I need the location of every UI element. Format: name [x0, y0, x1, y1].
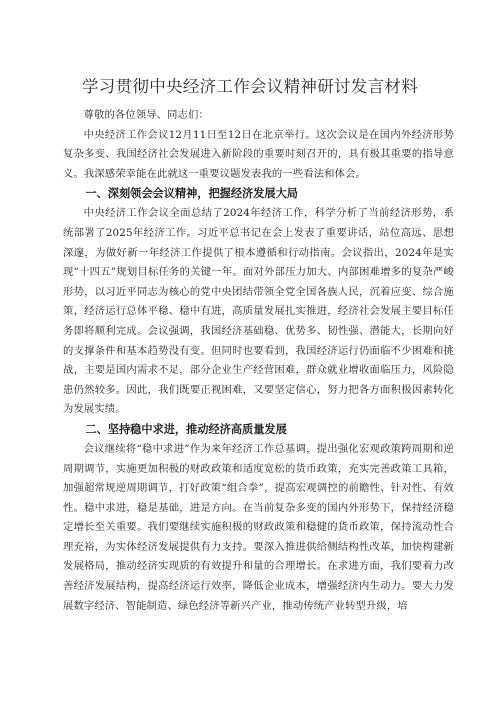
salutation: 尊敬的各位领导、同志们： [83, 109, 209, 121]
section-paragraph-1: 中央经济工作会议全面总结了2024年经济工作，科学分析了当前经济形势，系统部署了2025年经济工作。习近平总书记在会上发表了重要讲话，站位高远、思想深邃，为做好新一年经济工作提供了根本遵循和行动指南。会议指出，2024年是实现“十四五”规划目标任务的关键一年。面对外部压力加大、内部困难增多的复杂严峻形势，以习近平同志为核心的党中央团结带领全党全国各族人民，沉着应变、综合施策，经济运行总体平稳、稳中有进，高质量发展扎实推进，经济社会发展主要目标任务即将顺利完成。会议强调，我国经济基础稳、优势多、韧性强、潜能大，长期向好的支撑条件和基本趋势没有变。但同时也要看到，我国经济运行仍面临不少困难和挑战，主要是国内需求不足，部分企业生产经营困难，群众就业增收面临压力，风险隐患仍然较多。因此，我们既要正视困难，又要坚定信心，努力把各方面积极因素转化为发展实绩。 [63, 207, 454, 416]
document-title: 学习贯彻中央经济工作会议精神研讨发言材料 [82, 77, 418, 96]
document-body [63, 106, 454, 616]
section-heading-1: 一、深刻领会会议精神，把握经济发展大局 [85, 187, 298, 201]
intro-paragraph: 中央经济工作会议12月11日至12日在北京举行。这次会议是在国内外经济形势复杂多变、我国经济社会发展进入新阶段的重要时刻召开的，具有极其重要的指导意义。我深感荣幸能在此就这一重要议题发表我的一些看法和体会。 [63, 128, 454, 180]
section-paragraph-2: 会议继续将“稳中求进”作为来年经济工作总基调，提出强化宏观政策跨周期和逆周期调节，实施更加积极的财政政策和适度宽松的货币政策，充实完善政策工具箱，加强超常规逆周期调节，打好政策“组合拳”，提高宏观调控的前瞻性、针对性、有效性。稳中求进，稳是基础，进是方向。在当前复杂多变的国内外形势下，保持经济稳定增长至关重要。我们要继续实施积极的财政政策和稳健的货币政策，保持流动性合理充裕，为实体经济发展提供有力支持。要深入推进供给侧结构性改革，加快构建新发展格局，推动经济实现质的有效提升和量的合理增长。在求进方面，我们要着力改善经济发展结构，提高经济运行效率，降低企业成本，增强经济内生动力。要大力发展数字经济、智能制造、绿色经济等新兴产业，推动传统产业转型升级，培 [63, 442, 454, 612]
section-heading-2: 二、坚持稳中求进，推动经济高质量发展 [85, 422, 287, 436]
